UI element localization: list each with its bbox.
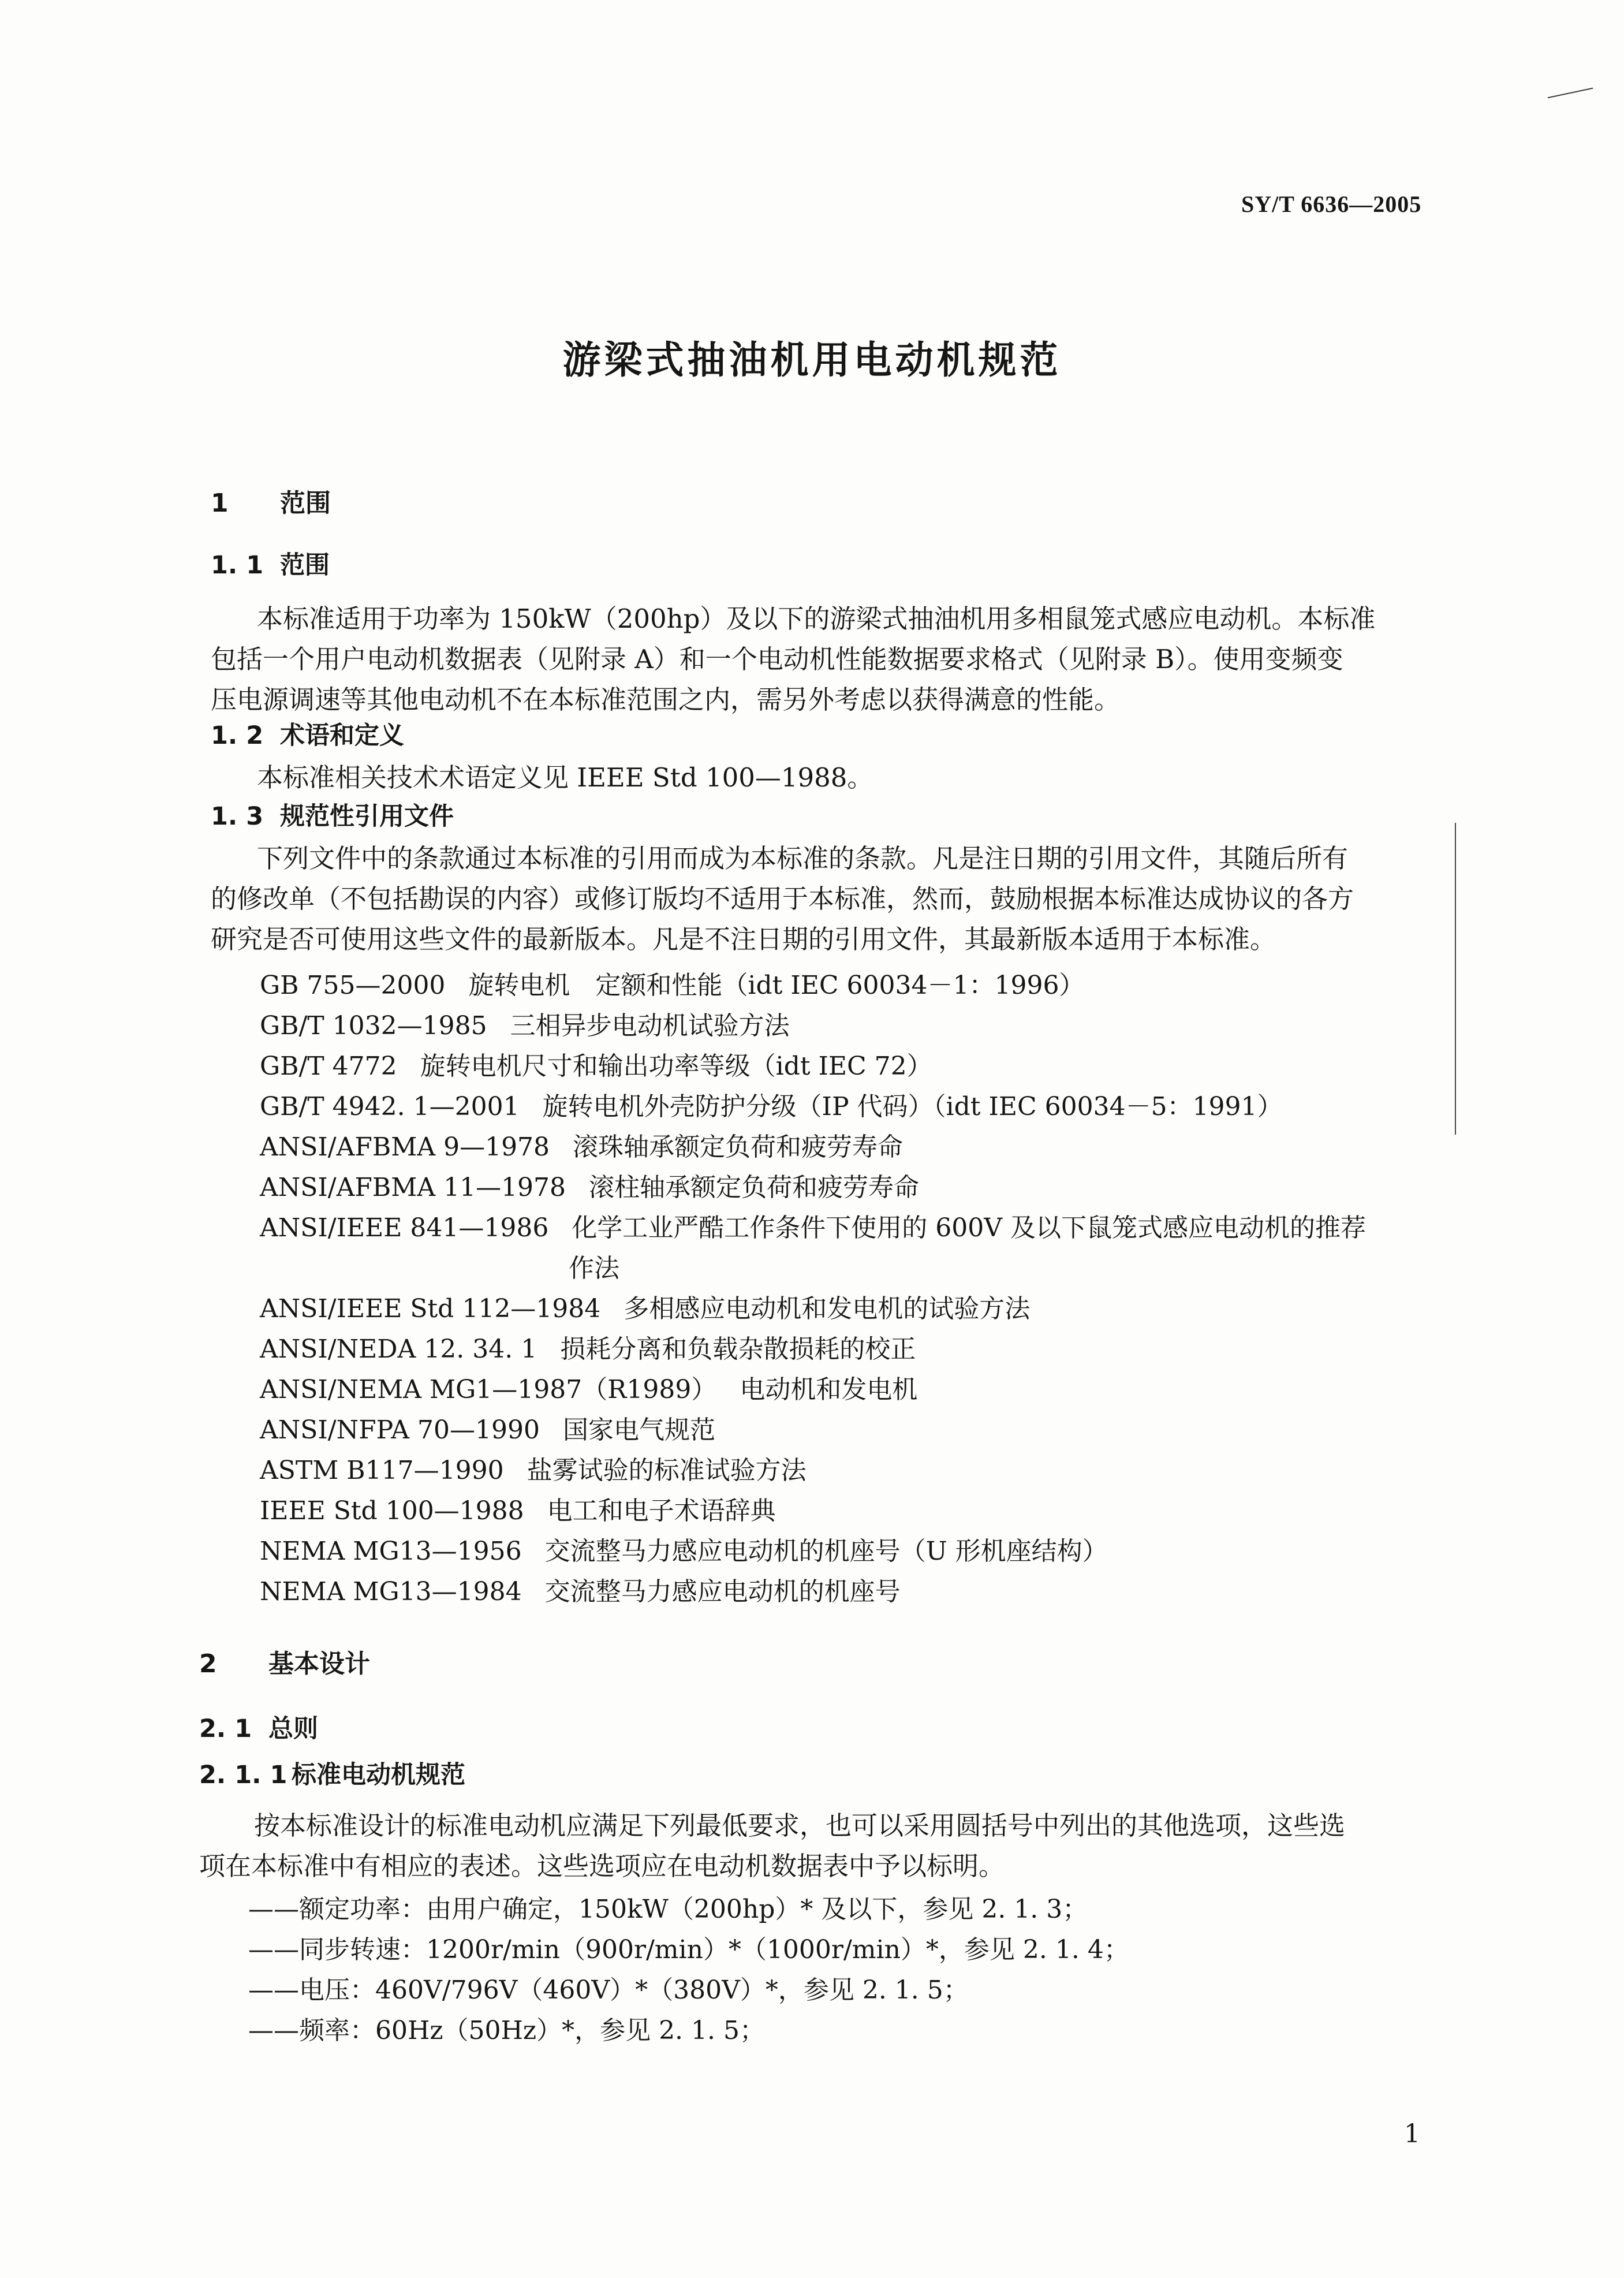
section-1-2-heading — [211, 716, 404, 751]
section-1-1-heading — [211, 546, 330, 581]
section-2-heading — [199, 1643, 370, 1680]
reference-item: IEEE Std 100—1988 电工和电子术语辞典 — [260, 1496, 776, 1526]
reference-item: ANSI/IEEE 841—1986 化学工业严酷工作条件下使用的 600V 及以下鼠笼式感应电动机的推荐 — [260, 1213, 1367, 1243]
section-2-1-heading — [199, 1709, 318, 1744]
list-item: ——频率：60Hz（50Hz）*，参见 2. 1. 5； — [248, 2016, 765, 2045]
paragraph-line: 本标准相关技术术语定义见 IEEE Std 100—1988。 — [257, 762, 873, 793]
reference-item: NEMA MG13—1984 交流整马力感应电动机的机座号 — [260, 1577, 901, 1606]
section-1-3-heading — [211, 797, 454, 832]
reference-item: GB 755—2000 旋转电机 定额和性能（idt IEC 60034－1：1996） — [260, 971, 1085, 1000]
scan-artifact-mark — [1548, 88, 1593, 99]
section-number: 2. 1 — [199, 1714, 252, 1743]
section-number: 1. 2 — [211, 721, 264, 750]
paragraph-line: 研究是否可使用这些文件的最新版本。凡是不注日期的引用文件，其最新版本适用于本标准。 — [211, 924, 1276, 955]
paragraph-line: 按本标准设计的标准电动机应满足下列最低要求，也可以采用圆括号中列出的其他选项，这些选 — [254, 1810, 1346, 1841]
section-2-1-1-heading — [199, 1755, 465, 1791]
paragraph-line: 项在本标准中有相应的表述。这些选项应在电动机数据表中予以标明。 — [199, 1851, 1005, 1881]
paragraph-line: 压电源调速等其他电动机不在本标准范围之内，需另外考虑以获得满意的性能。 — [211, 684, 1121, 715]
document-title: 游梁式抽油机用电动机规范 — [562, 338, 1062, 382]
paragraph-line: 本标准适用于功率为 150kW（200hp）及以下的游梁式抽油机用多相鼠笼式感应电动机。本标准 — [257, 603, 1376, 634]
section-number: 1 — [211, 489, 229, 518]
paragraph-line: 包括一个用户电动机数据表（见附录 A）和一个电动机性能数据要求格式（见附录 B）。使用变频变 — [211, 644, 1343, 674]
revision-mark-bar — [1455, 823, 1456, 1135]
section-title: 规范性引用文件 — [280, 802, 454, 831]
reference-item: ANSI/AFBMA 9—1978 滚珠轴承额定负荷和疲劳寿命 — [260, 1132, 904, 1162]
list-item: ——额定功率：由用户确定，150kW（200hp）* 及以下，参见 2. 1. 3； — [248, 1895, 1088, 1924]
section-number: 1. 3 — [211, 802, 264, 831]
section-title: 范围 — [280, 551, 330, 580]
reference-item: ASTM B117—1990 盐雾试验的标准试验方法 — [260, 1456, 807, 1485]
reference-item: ANSI/NEMA MG1—1987（R1989） 电动机和发电机 — [260, 1375, 918, 1404]
paragraph-line: 下列文件中的条款通过本标准的引用而成为本标准的条款。凡是注日期的引用文件，其随后所有 — [257, 843, 1349, 874]
reference-item: ANSI/IEEE Std 112—1984 多相感应电动机和发电机的试验方法 — [260, 1294, 1031, 1323]
section-number: 2 — [199, 1649, 217, 1679]
reference-item: ANSI/NEDA 12. 34. 1 损耗分离和负载杂散损耗的校正 — [260, 1334, 916, 1364]
reference-item: GB/T 1032—1985 三相异步电动机试验方法 — [260, 1011, 790, 1041]
list-item: ——电压：460V/796V（460V）*（380V）*，参见 2. 1. 5； — [248, 1975, 969, 2005]
reference-item: ANSI/AFBMA 11—1978 滚柱轴承额定负荷和疲劳寿命 — [260, 1173, 920, 1202]
standard-code: SY/T 6636—2005 — [1241, 191, 1422, 217]
reference-item: NEMA MG13—1956 交流整马力感应电动机的机座号（U 形机座结构） — [260, 1537, 1108, 1566]
section-number: 2. 1. 1 — [199, 1761, 288, 1789]
section-title: 术语和定义 — [280, 721, 404, 750]
reference-item-continuation: 作法 — [569, 1254, 619, 1283]
reference-item: ANSI/NFPA 70—1990 国家电气规范 — [260, 1415, 715, 1445]
section-title: 总则 — [268, 1714, 318, 1743]
section-title: 基本设计 — [268, 1649, 370, 1679]
paragraph-line: 的修改单（不包括勘误的内容）或修订版均不适用于本标准，然而，鼓励根据本标准达成协议的各方 — [211, 883, 1354, 914]
reference-item: GB/T 4772 旋转电机尺寸和输出功率等级（idt IEC 72） — [260, 1052, 932, 1081]
section-title: 标准电动机规范 — [292, 1761, 465, 1789]
section-title: 范围 — [280, 489, 331, 518]
page-number: 1 — [1404, 2119, 1420, 2149]
section-number: 1. 1 — [211, 551, 264, 580]
section-1-heading — [211, 482, 331, 519]
list-item: ——同步转速：1200r/min（900r/min）*（1000r/min）*，参见 2. 1. 4； — [248, 1935, 1129, 1964]
reference-item: GB/T 4942. 1—2001 旋转电机外壳防护分级（IP 代码）（idt IEC 60034－5：1991） — [260, 1092, 1283, 1121]
